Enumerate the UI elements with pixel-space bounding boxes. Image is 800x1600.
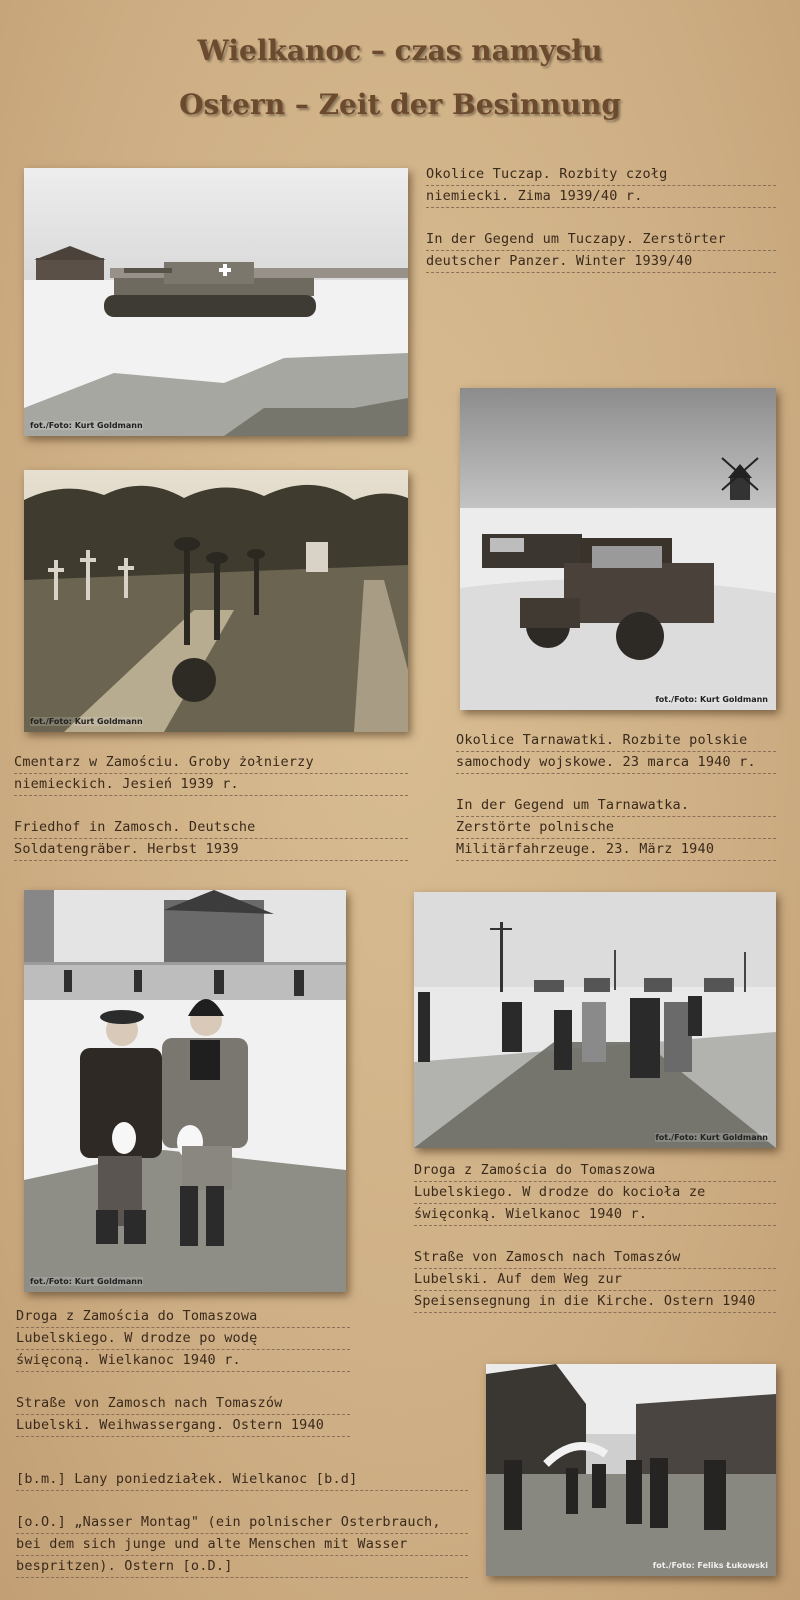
caption-line: samochody wojskowe. 23 marca 1940 r. <box>456 752 776 774</box>
title-polish: Wielkanoc – czas namysłu <box>197 34 603 67</box>
caption-line: niemieckich. Jesień 1939 r. <box>14 774 408 796</box>
caption-line: [b.m.] Lany poniedziałek. Wielkanoc [b.d] <box>16 1469 468 1491</box>
caption-line: In der Gegend um Tarnawatka. <box>456 795 776 817</box>
caption-line: Okolice Tarnawatki. Rozbite polskie <box>456 730 776 752</box>
photo-road <box>414 892 776 1148</box>
photo-credit-wet-monday: fot./Foto: Feliks Łukowski <box>652 1561 768 1570</box>
caption-line: Militärfahrzeuge. 23. März 1940 <box>456 839 776 861</box>
vehicles-illustration <box>460 388 776 710</box>
caption-line: Friedhof in Zamosch. Deutsche <box>14 817 408 839</box>
caption-line: Lubelski. Auf dem Weg zur <box>414 1269 776 1291</box>
caption-line: Lubelskiego. W drodze po wodę <box>16 1328 350 1350</box>
cemetery-illustration <box>24 470 408 732</box>
photo-children <box>24 890 346 1292</box>
photo-credit-road: fot./Foto: Kurt Goldmann <box>655 1133 768 1142</box>
tank-illustration <box>24 168 408 436</box>
caption-line: Lubelski. Weihwassergang. Ostern 1940 <box>16 1415 350 1437</box>
caption-road <box>414 1160 776 1313</box>
caption-wet-monday <box>16 1469 468 1578</box>
caption-line: Cmentarz w Zamościu. Groby żołnierzy <box>14 752 408 774</box>
caption-line: Soldatengräber. Herbst 1939 <box>14 839 408 861</box>
caption-line: niemiecki. Zima 1939/40 r. <box>426 186 776 208</box>
caption-cemetery <box>14 752 408 861</box>
caption-line: Droga z Zamościa do Tomaszowa <box>16 1306 350 1328</box>
caption-line: Straße von Zamosch nach Tomaszów <box>16 1393 350 1415</box>
caption-line: In der Gegend um Tuczapy. Zerstörter <box>426 229 776 251</box>
title-german: Ostern – Zeit der Besinnung <box>179 88 621 121</box>
caption-line: Droga z Zamościa do Tomaszowa <box>414 1160 776 1182</box>
photo-credit-children: fot./Foto: Kurt Goldmann <box>30 1277 143 1286</box>
wet-monday-illustration <box>486 1364 776 1576</box>
photo-credit-cemetery: fot./Foto: Kurt Goldmann <box>30 717 143 726</box>
caption-line: Lubelskiego. W drodze do kocioła ze <box>414 1182 776 1204</box>
road-illustration <box>414 892 776 1148</box>
children-illustration <box>24 890 346 1292</box>
caption-line: Okolice Tuczap. Rozbity czołg <box>426 164 776 186</box>
caption-tank <box>426 164 776 273</box>
caption-line: [o.O.] „Nasser Montag" (ein polnischer Osterbrauch, <box>16 1512 468 1534</box>
caption-line: Straße von Zamosch nach Tomaszów <box>414 1247 776 1269</box>
photo-vehicles <box>460 388 776 710</box>
caption-line: deutscher Panzer. Winter 1939/40 <box>426 251 776 273</box>
caption-line: Speisensegnung in die Kirche. Ostern 1940 <box>414 1291 776 1313</box>
caption-line: bespritzen). Ostern [o.D.] <box>16 1556 468 1578</box>
caption-line: święconą. Wielkanoc 1940 r. <box>16 1350 350 1372</box>
caption-line: bei dem sich junge und alte Menschen mit Wasser <box>16 1534 468 1556</box>
caption-vehicles <box>456 730 776 861</box>
photo-tank <box>24 168 408 436</box>
photo-wet-monday <box>486 1364 776 1576</box>
photo-cemetery <box>24 470 408 732</box>
caption-line: święconką. Wielkanoc 1940 r. <box>414 1204 776 1226</box>
caption-line: Zerstörte polnische <box>456 817 776 839</box>
photo-credit-tank: fot./Foto: Kurt Goldmann <box>30 421 143 430</box>
photo-credit-vehicles: fot./Foto: Kurt Goldmann <box>655 695 768 704</box>
caption-children <box>16 1306 350 1437</box>
